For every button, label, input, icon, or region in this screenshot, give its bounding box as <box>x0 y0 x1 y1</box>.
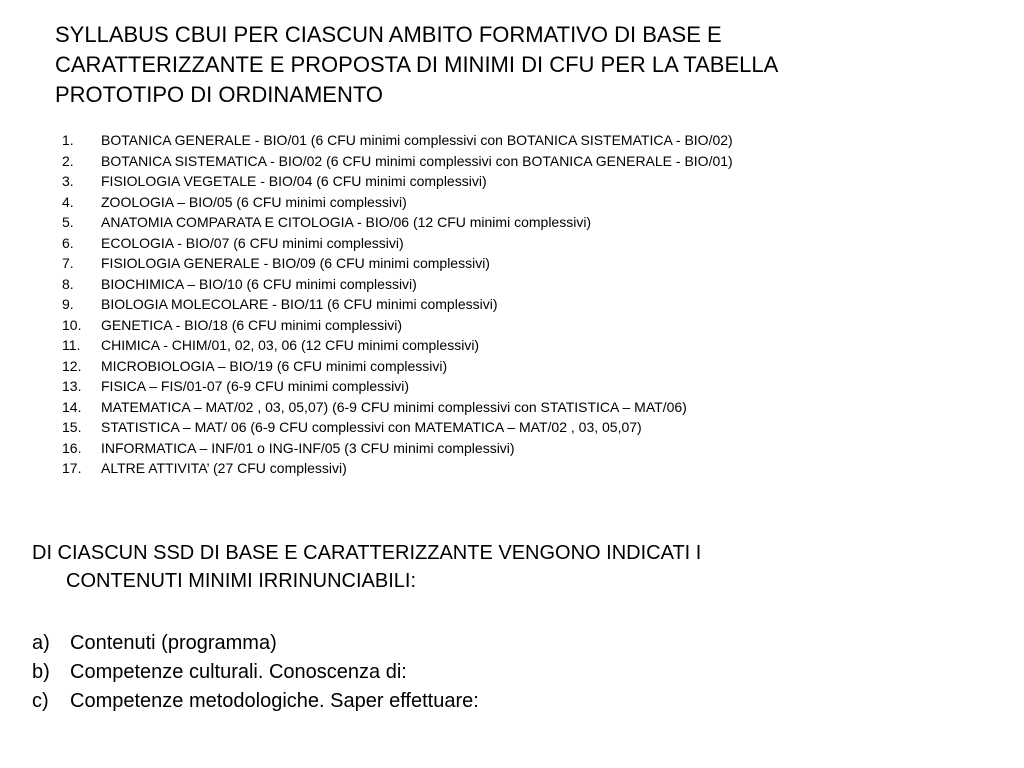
list-item-text: BOTANICA SISTEMATICA - BIO/02 (6 CFU minimi complessivi con BOTANICA GENERALE - BIO/01) <box>101 152 733 169</box>
title-line-3: PROTOTIPO DI ORDINAMENTO <box>55 82 383 107</box>
list-item-text: Contenuti (programma) <box>70 632 277 654</box>
list-item-number: 5. <box>62 214 74 230</box>
list-item-text: BOTANICA GENERALE - BIO/01 (6 CFU minimi complessivi con BOTANICA SISTEMATICA - BIO/02) <box>101 132 733 148</box>
list-item-number: 10. <box>62 316 82 333</box>
list-item-number: 9. <box>62 296 74 312</box>
list-item-text: BIOCHIMICA – BIO/10 (6 CFU minimi complessivi) <box>101 275 417 292</box>
list-item <box>62 274 962 295</box>
list-item-number: 1. <box>62 132 74 148</box>
list-item <box>62 438 962 459</box>
list-item-text: INFORMATICA – INF/01 o ING-INF/05 (3 CFU minimi complessivi) <box>101 439 515 456</box>
list-item-number: 11. <box>62 337 81 353</box>
note-line-1: DI CIASCUN SSD DI BASE E CARATTERIZZANTE VENGONO INDICATI I <box>32 542 702 564</box>
note-line-2: CONTENUTI MINIMI IRRINUNCIABILI: <box>66 570 417 592</box>
list-item <box>62 376 962 397</box>
list-item-number: 12. <box>62 357 82 374</box>
list-item-number: 8. <box>62 275 74 292</box>
list-item-text: STATISTICA – MAT/ 06 (6-9 CFU complessivi con MATEMATICA – MAT/02 , 03, 05,07) <box>101 419 642 435</box>
list-item <box>62 397 962 418</box>
title-line-1: SYLLABUS CBUI PER CIASCUN AMBITO FORMATIVO DI BASE E <box>55 22 722 47</box>
list-item-letter: a) <box>32 632 50 654</box>
list-item <box>62 192 962 213</box>
list-item-text: ECOLOGIA - BIO/07 (6 CFU minimi complessivi) <box>101 234 404 251</box>
list-item-number: 4. <box>62 193 74 210</box>
list-item-text: ZOOLOGIA – BIO/05 (6 CFU minimi complessivi) <box>101 193 407 210</box>
list-item <box>32 658 479 687</box>
list-item <box>62 356 962 377</box>
course-list <box>62 130 962 479</box>
list-item-text: CHIMICA - CHIM/01, 02, 03, 06 (12 CFU minimi complessivi) <box>101 337 480 353</box>
list-item-text: FISIOLOGIA GENERALE - BIO/09 (6 CFU minimi complessivi) <box>101 255 490 271</box>
list-item-letter: b) <box>32 661 50 683</box>
list-item-text: MICROBIOLOGIA – BIO/19 (6 CFU minimi complessivi) <box>101 357 448 374</box>
list-item-number: 15. <box>62 419 82 435</box>
list-item-number: 17. <box>62 460 82 476</box>
list-item-text: ANATOMIA COMPARATA E CITOLOGIA - BIO/06 (12 CFU minimi complessivi) <box>101 214 592 230</box>
list-item <box>62 294 962 315</box>
list-item-number: 16. <box>62 439 82 456</box>
list-item-number: 14. <box>62 398 82 415</box>
list-item <box>62 253 962 274</box>
list-item-text: FISICA – FIS/01-07 (6-9 CFU minimi complessivi) <box>101 378 410 394</box>
list-item-text: GENETICA - BIO/18 (6 CFU minimi complessivi) <box>101 316 403 333</box>
list-item <box>32 629 479 658</box>
requirements-list <box>32 629 479 716</box>
list-item <box>62 212 962 233</box>
list-item <box>62 233 962 254</box>
list-item <box>62 130 962 151</box>
list-item-number: 7. <box>62 255 74 271</box>
list-item-text: BIOLOGIA MOLECOLARE - BIO/11 (6 CFU minimi complessivi) <box>101 296 498 312</box>
list-item-number: 13. <box>62 378 82 394</box>
list-item <box>62 315 962 336</box>
slide-title <box>55 20 955 110</box>
list-item-number: 3. <box>62 173 74 189</box>
list-item-text: ALTRE ATTIVITA’ (27 CFU complessivi) <box>101 460 347 476</box>
list-item <box>62 335 962 356</box>
list-item-letter: c) <box>32 690 49 712</box>
list-item-text: FISIOLOGIA VEGETALE - BIO/04 (6 CFU minimi complessivi) <box>101 173 487 189</box>
list-item-text: Competenze metodologiche. Saper effettuare: <box>70 690 479 712</box>
list-item-text: Competenze culturali. Conoscenza di: <box>70 661 407 683</box>
list-item <box>62 151 962 172</box>
list-item-number: 6. <box>62 234 74 251</box>
title-line-2: CARATTERIZZANTE E PROPOSTA DI MINIMI DI CFU PER LA TABELLA <box>55 52 779 77</box>
list-item-text: MATEMATICA – MAT/02 , 03, 05,07) (6-9 CFU minimi complessivi con STATISTICA – MAT/06) <box>101 398 687 415</box>
list-item-number: 2. <box>62 152 74 169</box>
list-item <box>62 171 962 192</box>
minimum-contents-note <box>32 539 972 595</box>
list-item <box>32 687 479 716</box>
list-item <box>62 458 962 479</box>
list-item <box>62 417 962 438</box>
